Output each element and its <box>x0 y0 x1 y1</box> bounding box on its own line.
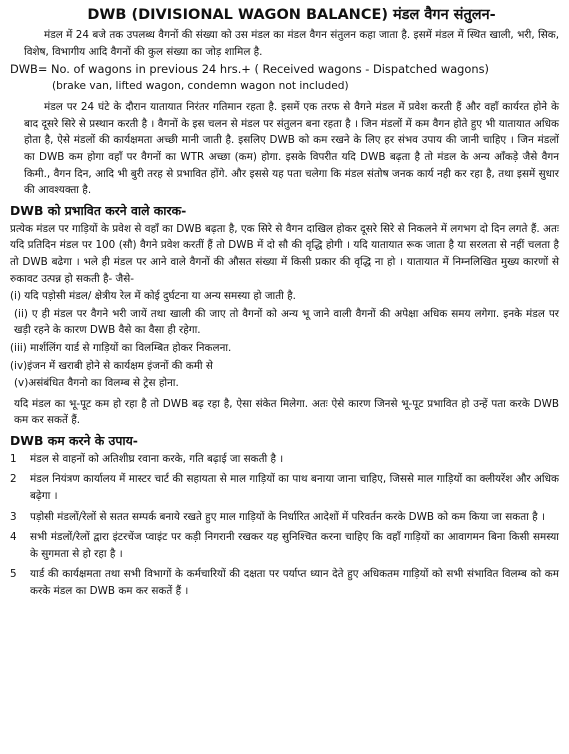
measures-list <box>10 451 559 600</box>
cause-item: (iv)इंजन में खराबी होने से कार्यक्षम इंजनों की कमी से <box>10 359 213 372</box>
list-item <box>10 451 559 468</box>
item-text: मंडल से वाहनों को अतिशीघ्र रवाना करके, गति बढ़ाई जा सकती है । <box>30 452 284 465</box>
movement-paragraph: मंडल पर 24 घंटे के दौरान यातायात निरंतर गतिमान रहता है. इसमें एक तरफ से वैगने मंडल में प्रवेश करती हैं और वहाँ कार्यरत होने के बाद दूसरे सिरे से प्रस्थान करती है । वैगनों के इस चलन से मंडल पर संतुलन बना रहता है । जिन मंडलों में कम वैगन होते हुए भी यातायात अधिक होता है, ऐसे मंडलों की कार्यक्षमता अच्छी मानी जाती है. इसलिए DWB को कम रखने के लिए हर संभव उपाय की जानी चाहिए । जिन मंडलों का DWB कम होगा वहाँ पर वैगनों का WTR अच्छा (कम) होगा. इसके विपरीत यदि DWB बढ़ता है तो मंडल के अन्य आँकड़े जैसे वैगन किमी., वैगन दिन, आदि भी बुरी तरह से प्रभावित होंगे. और इससे यह पता चलेगा कि मंडल संतोष जनक कार्य नही कर रहा है, तथा इसमें सुधार की आवश्यक्ता है. <box>24 101 559 197</box>
item-text: सभी मंडलों/रेलों द्वारा इंटरचेंज प्वाइंट पर कड़ी निगरानी रखकर यह सुनिश्चित करना चाहिए कि वहाँ गाड़ियों का आवागमन बिना किसी समस्या के सुगमता से हो रहा है । <box>30 531 559 560</box>
list-item <box>10 529 559 562</box>
item-text: यार्ड की कार्यक्षमता तथा सभी विभागों के कर्मचारियों की दक्षता पर पर्याप्त ध्यान देते हुए अधिकतम गाड़ियों को सभी संभावित विलम्ब को कम करके मंडल का DWB कम कर सकतें हैं । <box>30 568 559 598</box>
item-number: 4 <box>10 531 17 544</box>
heading-reduce: DWB कम करने के उपाय- <box>10 432 138 448</box>
cause-item: (ii) ए ही मंडल पर वैगने भरी जायें तथा खाली की जाए तो वैगनों को अन्य भू जाने वाली वैगनों की अपेक्षा अधिक समय लगेगा. इनके मंडल पर खड़ी रहने के कारण DWB वैसे का वैसा ही रहेगा. <box>14 307 559 337</box>
list-item <box>10 566 559 599</box>
heading-factors: DWB को प्रभावित करने वाले कारक- <box>10 202 187 218</box>
item-number: 2 <box>10 473 17 486</box>
remedy-note: यदि मंडल का भू-पूट कम हो रहा है तो DWB बढ़ रहा है, ऐसा संकेत मिलेगा. अतः ऐसे कारण जिनसे भू-पूट प्रभावित हो उन्हें पता करके DWB कम कर सकतें हैं. <box>14 397 559 427</box>
cause-item: (i) यदि पड़ोसी मंडल/ क्षेत्रीय रेल में कोई दुर्घटना या अन्य समस्या हो जाती है. <box>10 290 296 303</box>
item-text: मंडल नियंत्रण कार्यालय में मास्टर चार्ट की सहायता से माल गाड़ियों का पाथ बनाया जाना चाहिए, जिससे माल गाड़ियों का क्लीयरेंश और अधिक बढ़ेगा । <box>30 473 559 503</box>
cause-item: (v)असंबंधित वैगनो का विलम्ब से ट्रेस होना. <box>14 377 179 390</box>
formula-note: (brake van, lifted wagon, condemn wagon not included) <box>52 80 349 93</box>
list-item <box>10 509 559 526</box>
item-number: 5 <box>10 568 17 581</box>
page-title: DWB (DIVISIONAL WAGON BALANCE) मंडल वैगन संतुलन- <box>87 7 496 23</box>
dwb-formula: DWB= No. of wagons in previous 24 hrs.+ ( Received wagons - Dispatched wagons) <box>10 62 489 77</box>
list-item <box>10 471 559 504</box>
intro-paragraph: मंडल में 24 बजे तक उपलब्ध वैगनों की संख्या को उस मंडल का मंडल वैगन संतुलन कहा जाता है. इसमें मंडल में स्थित खाली, भरी, सिक, विशेष, विभागीय आदि वैगनों की कुल संख्या का जोड़ शामिल है. <box>24 29 559 58</box>
causes-list <box>10 288 559 392</box>
item-text: पड़ोसी मंडलों/रेलों से सतत सम्पर्क बनाये रखते हुए माल गाड़ियों के निर्धारित आदेशों में परिवर्तन करके DWB को कम किया जा सकता है । <box>30 510 545 523</box>
factors-paragraph: प्रत्येक मंडल पर गाड़ियों के प्रवेश से वहाँ का DWB बढ़ता है, एक सिरे से वैगन दाखिल होकर दूसरे सिरे से निकलने में लगभग दो दिन लगते हैं. अतः यदि प्रतिदिन मंडल पर 100 (सौ) वैगने प्रवेश करतीं हैं तो DWB में दो सौ की वृद्धि होगी । यदि यातायात रूक जाता है या सरलता से नहीं चलता है तो DWB बढेगा । भले ही मंडल पर आने वाले वैगनों की औसत संख्या में किसी प्रकार की वृद्धि ना हो । यातायात में निम्नलिखित मुख्य कारणों से रुकावट उत्पन्न हो सकती है- जैसे- <box>10 222 559 285</box>
item-number: 3 <box>10 510 17 523</box>
cause-item: (iii) मार्शलिंग यार्ड से गाड़ियों का विलम्बित होकर निकलना. <box>10 341 232 354</box>
item-number: 1 <box>10 452 17 465</box>
